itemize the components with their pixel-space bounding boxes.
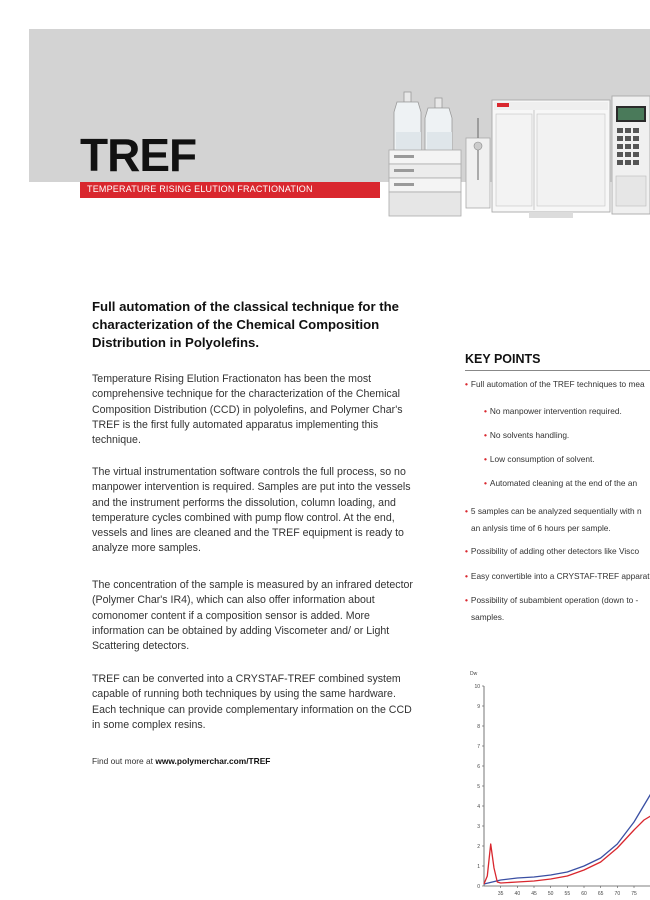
paragraph-intro: Temperature Rising Elution Fractionaton has been the most comprehensive technique for the characterization of the Chemical Composition Distribution (CCD) in polyolefins, and Polymer Char's TREF is the first fully automated apparatus implementing this technique.: [92, 373, 403, 447]
key-points-divider: [465, 370, 650, 371]
main-cabinet: [492, 100, 610, 218]
key-point-continuation: an anlysis time of 6 hours per sample.: [471, 523, 611, 533]
injector-valve: [466, 118, 490, 208]
find-out-prefix: Find out more at: [92, 756, 156, 766]
y-tick-label: 8: [477, 723, 480, 730]
key-point-text: 5 samples can be analyzed sequentially with n: [470, 506, 642, 516]
key-point-item: • Full automation of the TREF techniques to mea: [465, 379, 645, 389]
y-tick-label: 6: [477, 763, 480, 770]
website-link[interactable]: www.polymerchar.com/TREF: [155, 756, 271, 766]
key-point-text: Full automation of the TREF techniques to mea: [470, 379, 645, 389]
control-panel: [612, 96, 650, 214]
pump-module: [389, 150, 461, 216]
y-tick-label: 5: [477, 783, 480, 790]
lead-heading: Full automation of the classical technique for the characterization of the Chemical Composition Distribution in Polyolefins.: [92, 299, 400, 350]
series-line-1: [484, 740, 650, 884]
x-tick-label: 65: [597, 891, 604, 897]
key-point-subitem: • Automated cleaning at the end of the an: [484, 478, 638, 488]
x-tick-label: 40: [514, 891, 521, 897]
page-title: TREF: [80, 129, 197, 181]
key-point-item: • Possibility of subambient operation (down to -: [465, 595, 639, 605]
key-point-subitem: • No solvents handling.: [484, 430, 570, 440]
subtitle-text: TEMPERATURE RISING ELUTION FRACTIONATION: [87, 184, 313, 194]
key-point-continuation: samples.: [471, 612, 505, 622]
x-tick-label: 75: [631, 891, 637, 897]
x-tick-label: 50: [547, 891, 554, 897]
series-line-2: [484, 815, 650, 884]
y-tick-label: 2: [477, 843, 480, 850]
key-point-text: Automated cleaning at the end of the an: [489, 478, 638, 488]
x-tick-label: 60: [581, 891, 587, 897]
key-point-item: • Possibility of adding other detectors like Visco: [465, 546, 640, 556]
instrument-image: [384, 80, 650, 220]
x-tick-label: 35: [497, 891, 504, 897]
tref-chart: [468, 668, 650, 900]
y-tick-label: 10: [474, 683, 480, 690]
x-tick-label: 55: [564, 891, 571, 897]
key-point-text: No manpower intervention required.: [489, 406, 622, 416]
key-point-item: • 5 samples can be analyzed sequentially with n: [465, 506, 642, 516]
key-point-subitem: • Low consumption of solvent.: [484, 454, 595, 464]
y-axis-label: Dw: [470, 671, 478, 677]
key-points-title: KEY POINTS: [465, 352, 541, 366]
y-tick-label: 1: [477, 863, 480, 870]
key-point-text: Possibility of subambient operation (down to -: [470, 595, 639, 605]
key-point-subitem: • No manpower intervention required.: [484, 406, 622, 416]
key-point-text: Easy convertible into a CRYSTAF-TREF apparat: [470, 571, 650, 581]
y-tick-label: 0: [477, 883, 480, 890]
paragraph-software: The virtual instrumentation software controls the full process, so no manpower intervention is required. Samples are put into the vessels and the instrument performs the dissolution, column loading, and temperature cycles combined with pump flow control. At the end, vessels and lines are cleaned and the TREF equipment is ready to analyze more samples.: [92, 466, 411, 555]
key-point-text: Low consumption of solvent.: [489, 454, 595, 464]
y-tick-label: 3: [477, 823, 480, 830]
find-out-more: [92, 756, 270, 766]
solvent-bottle-right: [425, 98, 452, 150]
key-point-item: • Easy convertible into a CRYSTAF-TREF apparat: [465, 571, 650, 581]
x-tick-label: 70: [614, 891, 621, 897]
subtitle-bar: [80, 182, 380, 198]
paragraph-crystaf: TREF can be converted into a CRYSTAF-TREF combined system capable of running both techniques by using the same hardware. Each technique can provide complementary information on the CCD in some complex resins.: [92, 673, 412, 731]
key-point-text: Possibility of adding other detectors like Visco: [470, 546, 640, 556]
key-point-text: No solvents handling.: [489, 430, 570, 440]
y-tick-label: 4: [477, 803, 480, 810]
paragraph-detector: The concentration of the sample is measured by an infrared detector (Polymer Char's IR4), which can also offer information about comonomer content if a composition sensor is added. More information can be obtained by adding Viscometer and/ or Light Scattering detectors.: [92, 579, 413, 653]
x-tick-label: 45: [531, 891, 537, 897]
y-tick-label: 7: [477, 743, 480, 750]
solvent-bottle-left: [394, 92, 421, 150]
y-tick-label: 9: [477, 703, 480, 710]
